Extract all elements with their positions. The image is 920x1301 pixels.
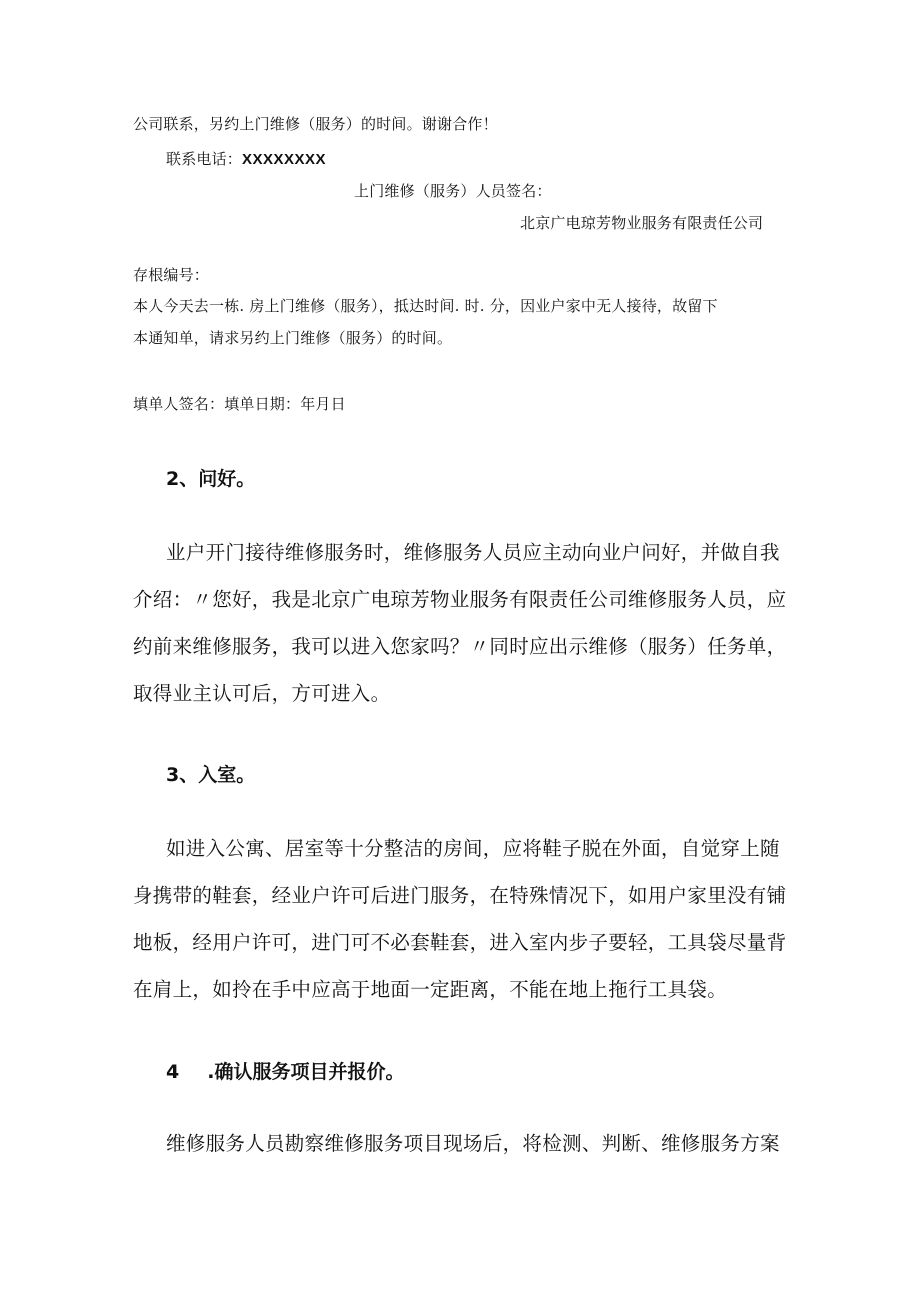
section-4-number: 4 <box>166 1061 180 1083</box>
phone-label: 联系电话： <box>166 150 243 168</box>
staff-signature-label: 上门维修（服务）人员签名： <box>354 182 552 200</box>
section-2-line-1: 业户开门接待维修服务时，维修服务人员应主动向业户问好，并做自我 <box>166 541 780 564</box>
stub-text-line-2: 本通知单，请求另约上门维修（服务）的时间。 <box>133 329 453 347</box>
section-2-line-4: 取得业主认可后，方可进入。 <box>133 682 391 705</box>
section-3-line-4: 在肩上，如拎在手中应高于地面一定距离，不能在地上拖行工具袋。 <box>133 978 728 1001</box>
stub-text-line-1: 本人今天去一栋. 房上门维修（服务），抵达时间. 时. 分，因业户家中无人接待，故留下 <box>133 297 718 315</box>
section-3-line-3: 地板，经用户许可，进门可不必套鞋套，进入室内步子要轻，工具袋尽量背 <box>133 931 787 954</box>
section-heading-enter-room: 3、入室。 <box>166 764 256 786</box>
section-3-line-2: 身携带的鞋套，经业户许可后进门服务，在特殊情况下，如用户家里没有铺 <box>133 884 787 907</box>
section-heading-confirm-quote <box>166 1059 404 1085</box>
section-4-title: .确认服务项目并报价。 <box>207 1061 405 1083</box>
notice-line-1: 公司联系，另约上门维修（服务）的时间。谢谢合作！ <box>133 115 498 133</box>
section-3-line-1: 如进入公寓、居室等十分整洁的房间，应将鞋子脱在外面，自觉穿上随 <box>166 837 780 860</box>
section-4-line-1: 维修服务人员勘察维修服务项目现场后，将检测、判断、维修服务方案 <box>166 1132 780 1155</box>
section-2-line-2: 介绍：〃您好，我是北京广电琼芳物业服务有限责任公司维修服务人员，应 <box>133 588 787 611</box>
contact-phone <box>166 149 326 170</box>
company-name: 北京广电琼芳物业服务有限责任公司 <box>520 214 764 232</box>
phone-value: XXXXXXXX <box>242 151 327 168</box>
section-heading-greeting: 2、问好。 <box>166 468 256 490</box>
stub-number-label: 存根编号： <box>133 266 210 284</box>
section-2-line-3: 约前来维修服务，我可以进入您家吗？〃同时应出示维修（服务）任务单， <box>133 635 787 658</box>
stub-signature-date: 填单人签名：填单日期：年月日 <box>133 395 346 413</box>
